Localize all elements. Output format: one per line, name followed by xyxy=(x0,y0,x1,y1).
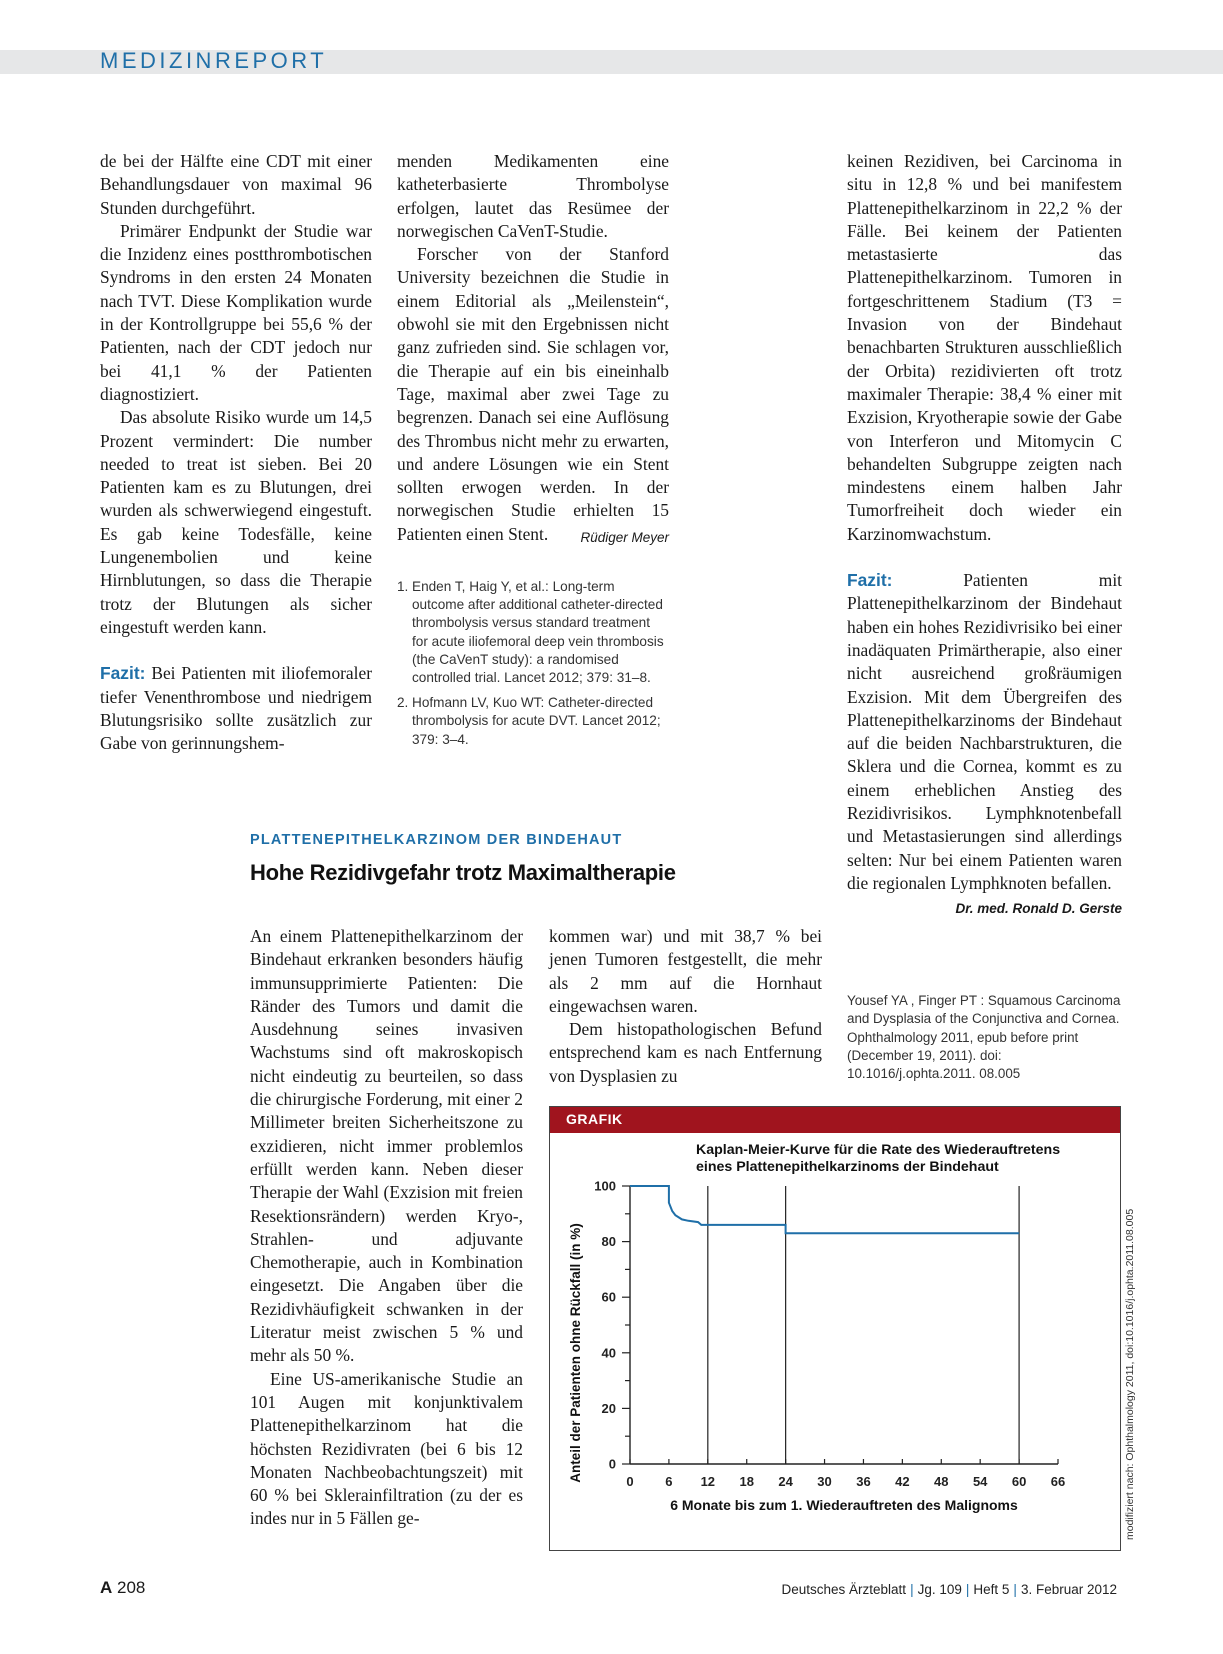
y-tick-label: 60 xyxy=(601,1289,616,1305)
survival-curve xyxy=(630,1186,1019,1233)
author-signature: Dr. med. Ronald D. Gerste xyxy=(955,901,1122,917)
paragraph: Primärer Endpunkt der Studie war die Inzidenz eines postthrombotischen Syndroms in den ersten 24 Monaten nach TVT. Diese Komplikation wurde in der Kontrollgruppe bei 55,6 % der Patienten, nach der CDT jedoch nur bei 41,1 % der Patienten diagnostiziert. xyxy=(100,220,372,404)
paragraph: Eine US-amerikanische Studie an 101 Augen mit konjunktivalem Plattenepithelkarzinom hat die höchsten Rezidivraten (bei 6 bis 12 Monaten Nachbeobachtungszeit) mit 60 % bei Sklerainfiltration (zu der es indes nur in 5 Fällen ge- xyxy=(250,1368,523,1529)
reference-number: 2. xyxy=(397,695,409,711)
paragraph: Das absolute Risiko wurde um 14,5 Prozent vermindert: Die number needed to treat ist sieben. Bei 20 Patienten kam es zu Blutungen, drei wurden als schwerwiegend eingestuft. Es gab keine Todesfälle, keine Lungenembolien und keine Hirnblutungen, so dass die Therapie trotz der Blutungen als sicher eingestuft werden kann. xyxy=(100,407,372,637)
article2-column2 xyxy=(549,925,822,1088)
page-number-value: 208 xyxy=(117,1578,146,1597)
article1-column1 xyxy=(100,150,372,755)
y-axis-label: Anteil der Patienten ohne Rückfall (in %) xyxy=(568,1223,583,1483)
chart-title-line2: eines Plattenepithelkarzinoms der Bindehaut xyxy=(696,1159,999,1175)
article2-column3 xyxy=(847,150,1122,921)
y-tick-label: 40 xyxy=(601,1345,616,1361)
footer-separator: | xyxy=(965,1582,970,1597)
x-tick-label: 48 xyxy=(934,1474,949,1489)
paragraph: keinen Rezidiven, bei Carcinoma in situ in 12,8 % und bei manifestem Plattenepithelkarzinom in 22,2 % der Fälle. Bei keinem der Patienten metastasierte das Plattenepithelkarzinom. Tumoren in fortgeschrittenem Stadium (T3 = Invasion von der Bindehaut benachbarten Strukturen ausschließlich der Orbita) rezidivierten oft trotz maximaler Therapie: 38,4 % einer mit Exzision, Kryotherapie sowie der Gabe von Interferon und Mitomycin C behandelten Subgruppe zeigten nach mindestens einem halben Jahr Tumorfreiheit doch wieder ein Karzinomwachstum. xyxy=(847,151,1122,544)
y-tick-label: 20 xyxy=(601,1400,616,1416)
journal-date: 3. Februar 2012 xyxy=(1020,1582,1117,1597)
author-signature: Rüdiger Meyer xyxy=(580,529,669,545)
y-tick-label: 100 xyxy=(594,1178,616,1194)
x-tick-label: 18 xyxy=(739,1474,754,1489)
x-tick-label: 0 xyxy=(626,1474,634,1489)
paragraph: An einem Plattenepithelkarzinom der Bindehaut erkranken besonders häufig immunsupprimierte Patienten: Die Ränder des Tumors und damit die Ausdehnung seines invasiven Wachstums sind oft makroskopisch nicht eindeutig zu beurteilen, so dass die chirurgische Forderung, mit einer 2 Millimeter breiten Sicherheitszone zu exzidieren, nicht immer problemlos erfüllt werden kann. Neben dieser Therapie der Wahl (Exzision mit freien Resektionsrändern) werden Kryo-, Strahlen- und adjuvante Chemotherapie, auch in Kombination eingesetzt. Die Angaben über die Rezidivhäufigkeit schwanken in der Literatur meist zwischen 5 % und mehr als 50 %. xyxy=(250,926,523,1366)
x-tick-label: 6 xyxy=(665,1474,673,1489)
y-tick-label: 80 xyxy=(601,1234,616,1250)
fazit-paragraph xyxy=(847,569,1122,895)
article-headline: Hohe Rezidivgefahr trotz Maximaltherapie xyxy=(250,860,676,885)
chart-title-line1: Kaplan-Meier-Kurve für die Rate des Wiederauftretens xyxy=(696,1142,1061,1158)
paragraph: Dem histopathologischen Befund entsprechend kam es nach Entfernung von Dysplasien zu xyxy=(549,1019,822,1086)
paragraph: menden Medikamenten eine katheterbasierte Thrombolyse erfolgen, lautet das Resümee der norwegischen CaVenT-Studie. xyxy=(397,151,669,241)
x-tick-label: 54 xyxy=(972,1474,988,1489)
grafik-label: GRAFIK xyxy=(566,1111,623,1127)
section-title: MEDIZINREPORT xyxy=(100,48,328,73)
source-reference: Yousef YA , Finger PT : Squamous Carcinoma and Dysplasia of the Conjunctiva and Cornea. Ophthalmology 2011, epub before print (December 19, 2011). doi: 10.1016/j.ophta.2011. 08.005 xyxy=(847,993,1121,1082)
paragraph: de bei der Hälfte eine CDT mit einer Behandlungsdauer von maximal 96 Stunden durchgeführt. xyxy=(100,151,372,218)
reference-item xyxy=(397,694,669,749)
paragraph xyxy=(397,243,669,546)
fazit-paragraph xyxy=(100,662,372,755)
kaplan-meier-chart xyxy=(550,1107,1122,1552)
journal-issue: Heft 5 xyxy=(973,1582,1010,1597)
article1-column2 xyxy=(397,150,669,549)
side-credit: modifiziert nach: Ophthalmology 2011, doi:10.1016/j.ophta.2011.08.005 xyxy=(1124,1208,1136,1540)
reference-number: 1. xyxy=(397,579,409,594)
x-tick-label: 30 xyxy=(817,1474,832,1489)
grafik-box xyxy=(549,1106,1121,1551)
footer-separator: | xyxy=(1013,1582,1017,1597)
x-tick-label: 60 xyxy=(1011,1474,1027,1489)
reference-item xyxy=(397,578,669,687)
x-tick-label: 24 xyxy=(778,1474,793,1489)
x-tick-label: 66 xyxy=(1050,1474,1066,1489)
paragraph: kommen war) und mit 38,7 % bei jenen Tumoren festgestellt, die mehr als 2 mm auf die Hornhaut eingewachsen waren. xyxy=(549,926,822,1016)
article2-column1 xyxy=(250,925,523,1531)
fazit-text: Bei Patienten mit iliofemoraler tiefer Venenthrombose und niedrigem Blutungsrisiko sollte zusätzlich zur Gabe von gerinnungshem- xyxy=(100,663,372,754)
fazit-text: Patienten mit Plattenepithelkarzinom der Bindehaut haben ein hohes Rezidivrisiko bei einer inadäquaten Primärtherapie, also einer nicht ausreichend großräumigen Exzision. Mit dem Übergreifen des Plattenepithelkarzinoms der Bindehaut auf die beiden Nachbarstrukturen, die Sklera und die Cornea, kommt es zu einem erheblichen Anstieg des Rezidivrisikos. Lymphknotenbefall und Metastasierungen sind allerdings selten: Nur bei einem Patienten waren die regionalen Lymphknoten befallen. xyxy=(847,570,1122,893)
paragraph-text: Forscher von der Stanford University bezeichnen die Studie in einem Editorial als „Meilenstein“, obwohl sie mit den Ergebnissen nicht ganz zufrieden sind. Sie schlagen vor, die Therapie auf ein bis eineinhalb Tage, maximal aber zwei Tage zu begrenzen. Danach sei eine Auflösung des Thrombus nicht mehr zu erwarten, und andere Lösungen wie ein Stent sollten erwogen werden. In der norwegischen Studie erhielten 15 Patienten einen Stent. xyxy=(397,244,669,544)
reference-text: Hofmann LV, Kuo WT: Catheter-directed thrombolysis for acute DVT. Lancet 2012; 379: 3–4. xyxy=(412,695,661,747)
page-number xyxy=(100,1578,145,1598)
x-tick-label: 36 xyxy=(856,1474,871,1489)
x-tick-label: 42 xyxy=(895,1474,910,1489)
journal-volume: Jg. 109 xyxy=(917,1582,962,1597)
x-axis-label: 6 Monate bis zum 1. Wiederauftreten des Malignoms xyxy=(670,1497,1018,1513)
article-kicker: PLATTENEPITHELKARZINOM DER BINDEHAUT xyxy=(250,832,623,848)
footer-separator: | xyxy=(910,1582,914,1597)
page-prefix: A xyxy=(100,1578,113,1597)
y-tick-label: 0 xyxy=(608,1456,616,1472)
reference-text: Enden T, Haig Y, et al.: Long-term outcome after additional catheter-directed thrombolysis versus standard treatment for acute iliofemoral deep vein thrombosis (the CaVenT study): a randomised controlled trial. Lancet 2012; 379: 31–8. xyxy=(412,579,664,686)
fazit-label: Fazit: xyxy=(100,663,146,684)
x-tick-label: 12 xyxy=(700,1474,716,1489)
reference-list xyxy=(397,578,669,756)
journal-footer xyxy=(782,1582,1118,1597)
fazit-label: Fazit: xyxy=(847,570,893,591)
journal-name: Deutsches Ärzteblatt xyxy=(781,1582,907,1597)
